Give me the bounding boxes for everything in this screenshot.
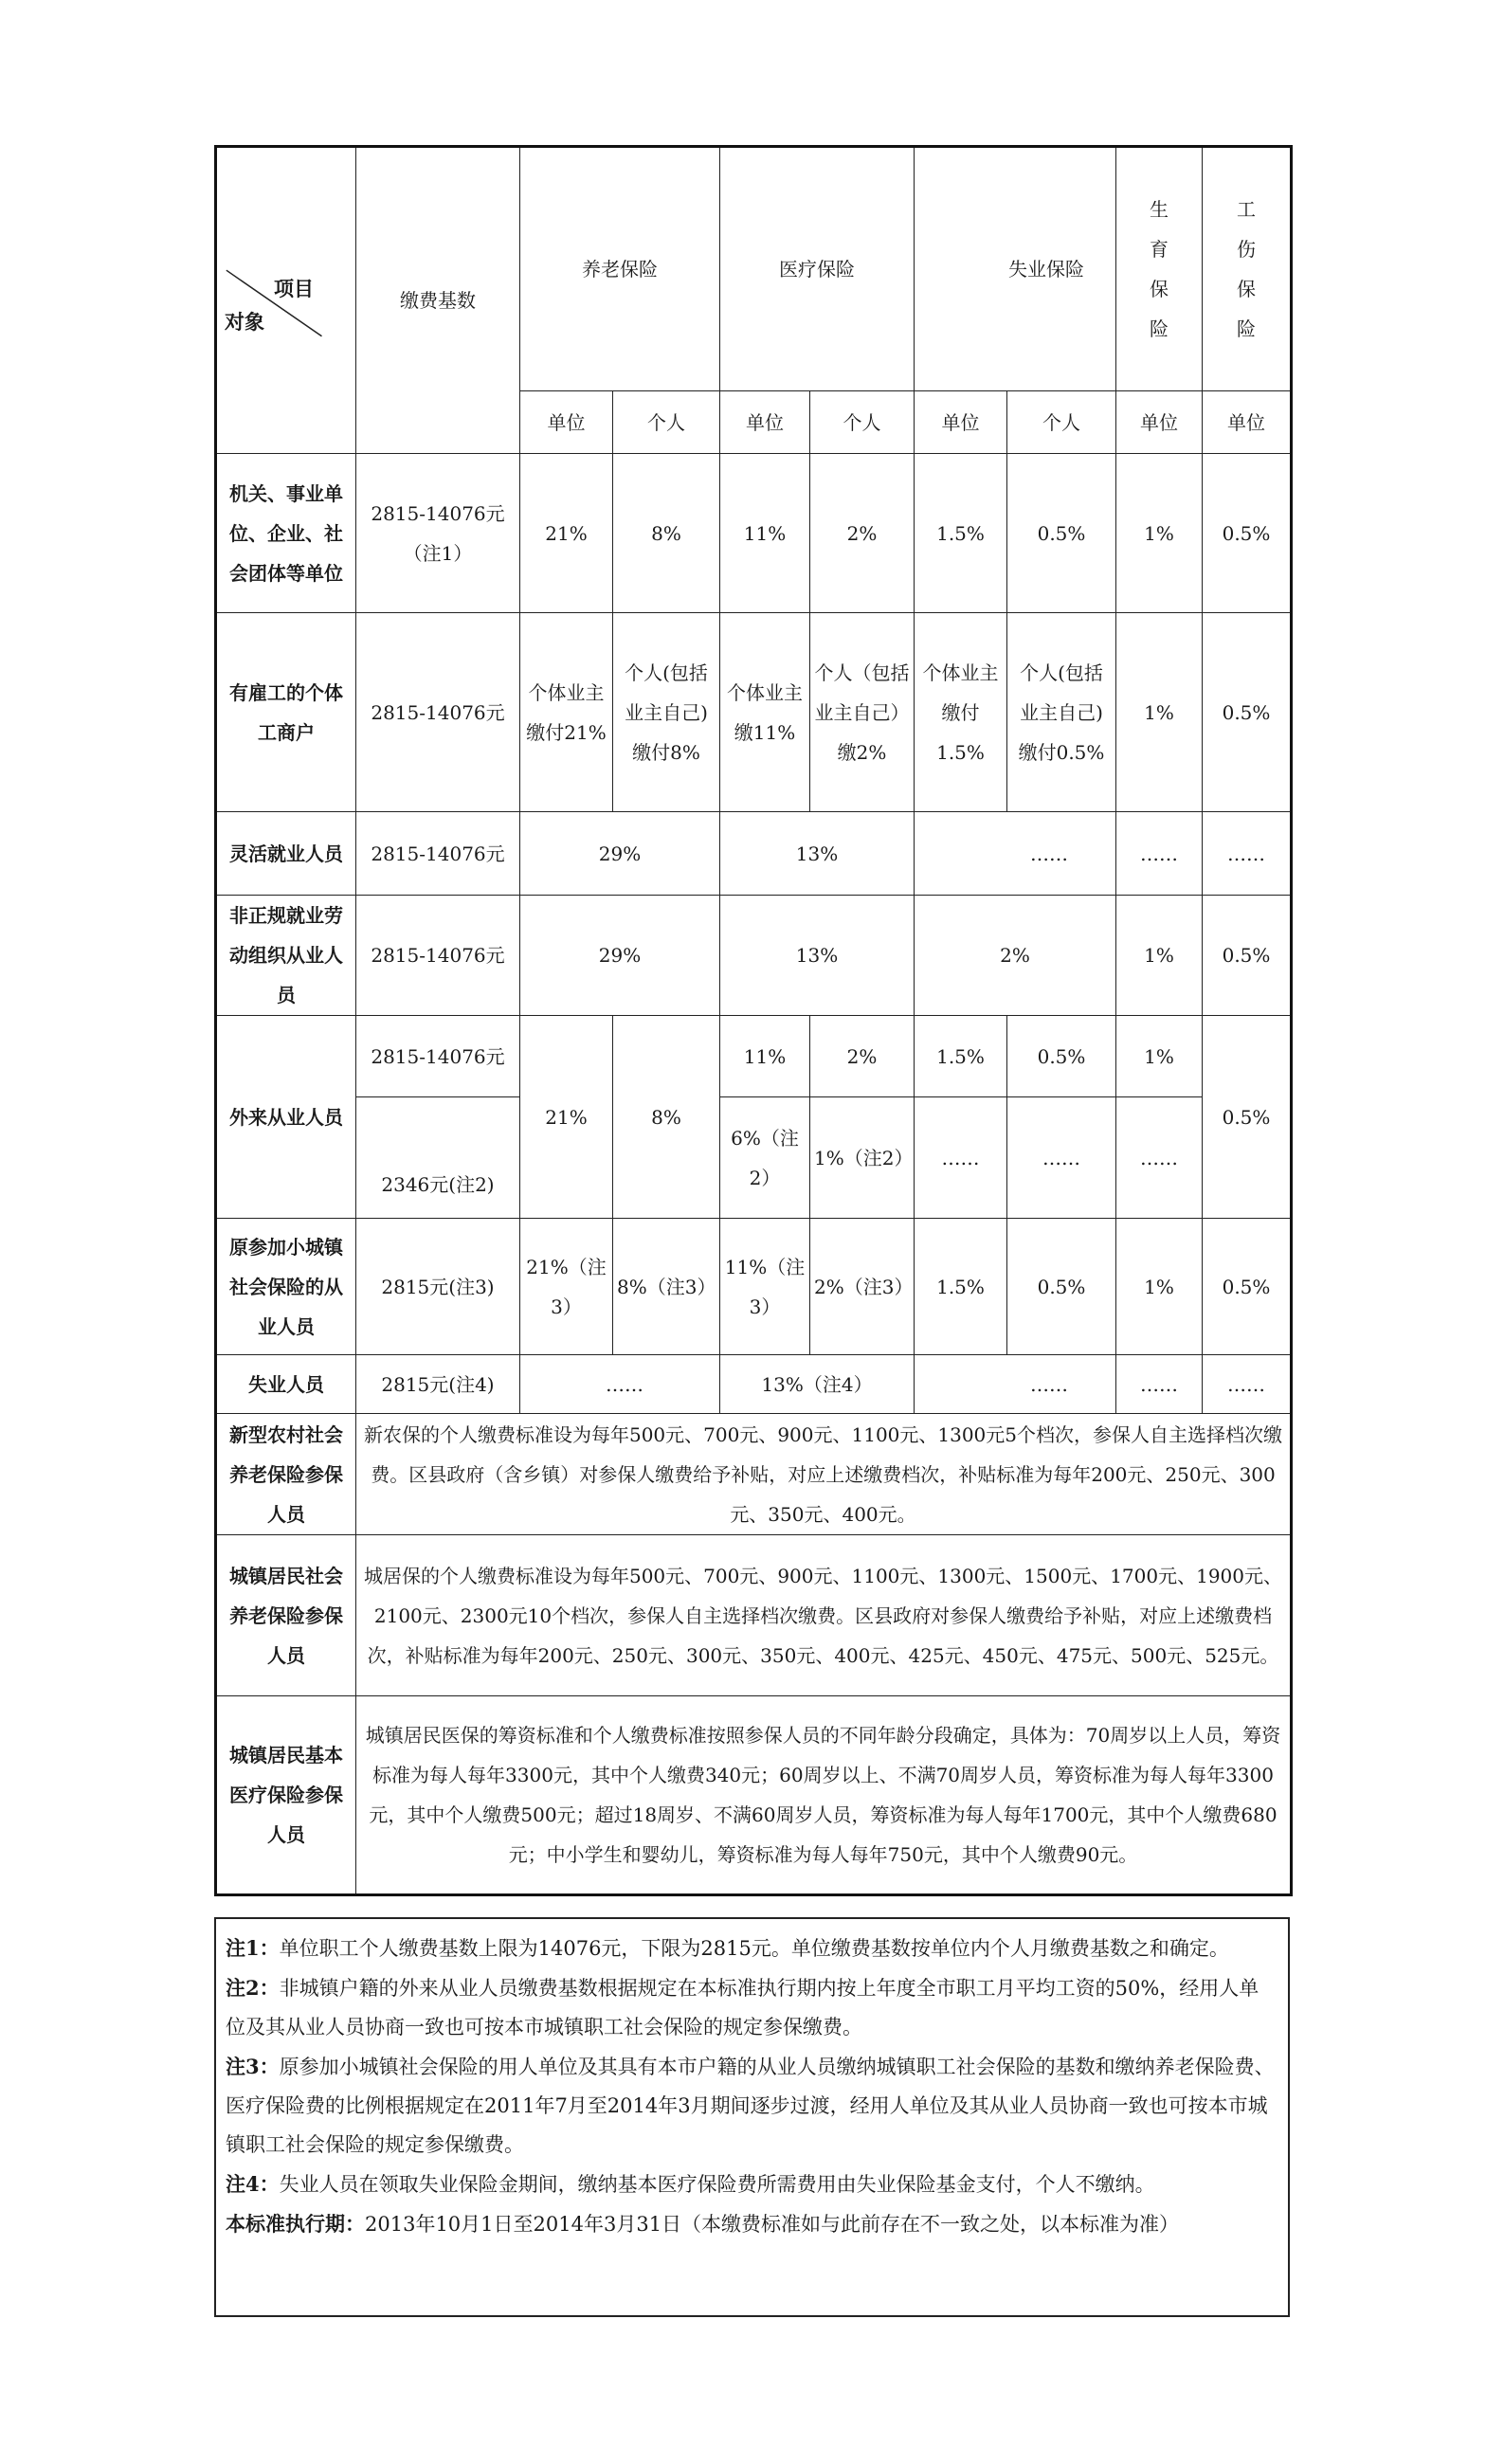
- medical-rate: 13%: [720, 812, 915, 896]
- notes-box: [214, 1917, 1290, 2317]
- maternity-rate: ……: [1116, 812, 1203, 896]
- row-base: 2815元(注4): [356, 1355, 520, 1414]
- row-name: 机关、事业单位、企业、社会团体等单位: [216, 454, 356, 613]
- unemp-individual-rate: 个人(包括业主自己)缴付0.5%: [1007, 613, 1116, 812]
- header-maternity-text: 生育保险: [1150, 198, 1169, 340]
- row-description: 新农保的个人缴费标准设为每年500元、700元、900元、1100元、1300元5个档次，参保人自主选择档次缴费。区县政府（含乡镇）对参保人缴费给予补贴，对应上述缴费档次，补贴标准为每年200元、250元、300元、350元、400元。: [356, 1414, 1292, 1535]
- medical-unit-rate-a: 11%: [720, 1016, 810, 1097]
- sub-pension-unit: 单位: [520, 391, 613, 454]
- medical-individual-rate-b: 1%（注2）: [810, 1097, 915, 1219]
- table-row: [216, 1097, 1292, 1219]
- row-description: 城居保的个人缴费标准设为每年500元、700元、900元、1100元、1300元、1500元、1700元、1900元、2100元、2300元10个档次，参保人自主选择档次缴费。区县政府对参保人缴费给予补贴，对应上述缴费档次，补贴标准为每年200元、250元、300元、350元、400元、425元、450元、475元、500元、525元。: [356, 1535, 1292, 1696]
- medical-unit-rate: 11%: [720, 454, 810, 613]
- maternity-rate: 1%: [1116, 613, 1203, 812]
- sub-unemp-individual: 个人: [1007, 391, 1116, 454]
- medical-rate: 13%（注4）: [720, 1355, 915, 1414]
- row-name: 外来从业人员: [216, 1016, 356, 1219]
- row-base-b: 2346元(注2): [356, 1097, 520, 1219]
- corner-label-target: 对象: [225, 310, 264, 334]
- row-name: 有雇工的个体工商户: [216, 613, 356, 812]
- injury-rate: ……: [1203, 812, 1292, 896]
- maternity-rate: ……: [1116, 1355, 1203, 1414]
- table-row: [216, 613, 1292, 812]
- maternity-rate-b: ……: [1116, 1097, 1203, 1219]
- row-base: 2815元(注3): [356, 1219, 520, 1355]
- medical-individual-rate: 2%（注3）: [810, 1219, 915, 1355]
- medical-unit-rate: 11%（注3）: [720, 1219, 810, 1355]
- table-row: [216, 1696, 1292, 1895]
- pension-rate: ……: [520, 1355, 720, 1414]
- note-3: [226, 2047, 1278, 2165]
- medical-rate: 13%: [720, 896, 915, 1016]
- medical-individual-rate: 个人（包括业主自己）缴2%: [810, 613, 915, 812]
- sub-injury-unit: 单位: [1203, 391, 1292, 454]
- maternity-rate: 1%: [1116, 454, 1203, 613]
- row-base: 2815-14076元: [356, 896, 520, 1016]
- table-row: [216, 1355, 1292, 1414]
- note-4-label: 注4：: [226, 2172, 280, 2196]
- note-1-text: 单位职工个人缴费基数上限为14076元，下限为2815元。单位缴费基数按单位内个人月缴费基数之和确定。: [279, 1937, 1229, 1960]
- injury-rate: 0.5%: [1203, 896, 1292, 1016]
- unemp-rate: ……: [915, 1355, 1116, 1414]
- unemp-unit-rate-b: ……: [915, 1097, 1007, 1219]
- unemp-individual-rate-b: ……: [1007, 1097, 1116, 1219]
- pension-individual-rate: 个人(包括业主自己)缴付8%: [613, 613, 720, 812]
- table-row: [216, 1414, 1292, 1535]
- sub-unemp-unit: 单位: [915, 391, 1007, 454]
- table-row: [216, 1535, 1292, 1696]
- note-4: [226, 2165, 1278, 2204]
- note-1-label: 注1：: [226, 1936, 280, 1960]
- header-injury: [1203, 147, 1292, 391]
- header-corner-cell: [216, 147, 356, 454]
- row-base: 2815-14076元: [356, 613, 520, 812]
- header-base: 缴费基数: [356, 147, 520, 454]
- header-pension: 养老保险: [520, 147, 720, 391]
- row-base: 2815-14076元: [356, 812, 520, 896]
- note-1: [226, 1929, 1278, 1968]
- pension-unit-rate: 21%: [520, 454, 613, 613]
- medical-unit-rate: 个体业主缴11%: [720, 613, 810, 812]
- effective-period-label: 本标准执行期：: [226, 2212, 365, 2236]
- unemp-unit-rate: 个体业主缴付1.5%: [915, 613, 1007, 812]
- unemp-unit-rate: 1.5%: [915, 454, 1007, 613]
- row-name: 原参加小城镇社会保险的从业人员: [216, 1219, 356, 1355]
- table-row: [216, 454, 1292, 613]
- injury-rate: 0.5%: [1203, 1219, 1292, 1355]
- sub-maternity-unit: 单位: [1116, 391, 1203, 454]
- row-name: 非正规就业劳动组织从业人员: [216, 896, 356, 1016]
- pension-unit-rate: 21%（注3）: [520, 1219, 613, 1355]
- note-2: [226, 1968, 1278, 2047]
- unemp-unit-rate-a: 1.5%: [915, 1016, 1007, 1097]
- unemp-individual-rate-a: 0.5%: [1007, 1016, 1116, 1097]
- row-base: 2815-14076元（注1）: [356, 454, 520, 613]
- note-4-text: 失业人员在领取失业保险金期间，缴纳基本医疗保险费所需费用由失业保险基金支付，个人不缴纳。: [279, 2173, 1155, 2196]
- medical-unit-rate-b: 6%（注2）: [720, 1097, 810, 1219]
- effective-period-text: 2013年10月1日至2014年3月31日（本缴费标准如与此前存在不一致之处，以本标准为准）: [365, 2213, 1180, 2236]
- injury-rate: 0.5%: [1203, 454, 1292, 613]
- row-name: 失业人员: [216, 1355, 356, 1414]
- sub-pension-individual: 个人: [613, 391, 720, 454]
- table-row: [216, 1219, 1292, 1355]
- maternity-rate-a: 1%: [1116, 1016, 1203, 1097]
- table-row: [216, 1016, 1292, 1097]
- header-unemployment: [915, 147, 1116, 391]
- note-effective-period: [226, 2204, 1278, 2244]
- pension-rate: 29%: [520, 812, 720, 896]
- corner-label-item: 项目: [274, 277, 314, 300]
- row-description: 城镇居民医保的筹资标准和个人缴费标准按照参保人员的不同年龄分段确定，具体为：70周岁以上人员，筹资标准为每人每年3300元，其中个人缴费340元；60周岁以上、不满70周岁人员，筹资标准为每人每年3300元，其中个人缴费500元；超过18周岁、不满60周岁人员，筹资标准为每人每年1700元，其中个人缴费680元；中小学生和婴幼儿，筹资标准为每人每年750元，其中个人缴费90元。: [356, 1696, 1292, 1895]
- pension-rate: 29%: [520, 896, 720, 1016]
- pension-unit-rate: 个体业主缴付21%: [520, 613, 613, 812]
- injury-rate: ……: [1203, 1355, 1292, 1414]
- insurance-rate-table: [214, 145, 1293, 1896]
- medical-individual-rate-a: 2%: [810, 1016, 915, 1097]
- note-3-label: 注3：: [226, 2055, 280, 2078]
- sub-medical-unit: 单位: [720, 391, 810, 454]
- table-row: [216, 896, 1292, 1016]
- unemp-rate: ……: [915, 812, 1116, 896]
- header-injury-text: 工伤保险: [1237, 198, 1256, 340]
- injury-rate: 0.5%: [1203, 1016, 1292, 1219]
- row-name: 新型农村社会养老保险参保人员: [216, 1414, 356, 1535]
- medical-individual-rate: 2%: [810, 454, 915, 613]
- sub-medical-individual: 个人: [810, 391, 915, 454]
- pension-individual-rate: 8%（注3）: [613, 1219, 720, 1355]
- note-2-text: 非城镇户籍的外来从业人员缴费基数根据规定在本标准执行期内按上年度全市职工月平均工资的50%，经用人单位及其从业人员协商一致也可按本市城镇职工社会保险的规定参保缴费。: [226, 1977, 1259, 2038]
- table-row: [216, 812, 1292, 896]
- header-maternity: [1116, 147, 1203, 391]
- unemp-individual-rate: 0.5%: [1007, 1219, 1116, 1355]
- header-medical: 医疗保险: [720, 147, 915, 391]
- unemp-rate: 2%: [915, 896, 1116, 1016]
- unemp-individual-rate: 0.5%: [1007, 454, 1116, 613]
- maternity-rate: 1%: [1116, 896, 1203, 1016]
- row-name: 灵活就业人员: [216, 812, 356, 896]
- pension-individual-rate: 8%: [613, 454, 720, 613]
- unemp-unit-rate: 1.5%: [915, 1219, 1007, 1355]
- maternity-rate: 1%: [1116, 1219, 1203, 1355]
- row-name: 城镇居民社会养老保险参保人员: [216, 1535, 356, 1696]
- pension-individual-rate: 8%: [613, 1016, 720, 1219]
- injury-rate: 0.5%: [1203, 613, 1292, 812]
- row-name: 城镇居民基本医疗保险参保人员: [216, 1696, 356, 1895]
- header-unemployment-text: 失业保险: [1008, 258, 1084, 281]
- note-2-label: 注2：: [226, 1976, 280, 2000]
- row-base-a: 2815-14076元: [356, 1016, 520, 1097]
- note-3-text: 原参加小城镇社会保险的用人单位及其具有本市户籍的从业人员缴纳城镇职工社会保险的基数和缴纳养老保险费、医疗保险费的比例根据规定在2011年7月至2014年3月期间逐步过渡，经用人单位及其从业人员协商一致也可按本市城镇职工社会保险的规定参保缴费。: [226, 2056, 1275, 2156]
- pension-unit-rate: 21%: [520, 1016, 613, 1219]
